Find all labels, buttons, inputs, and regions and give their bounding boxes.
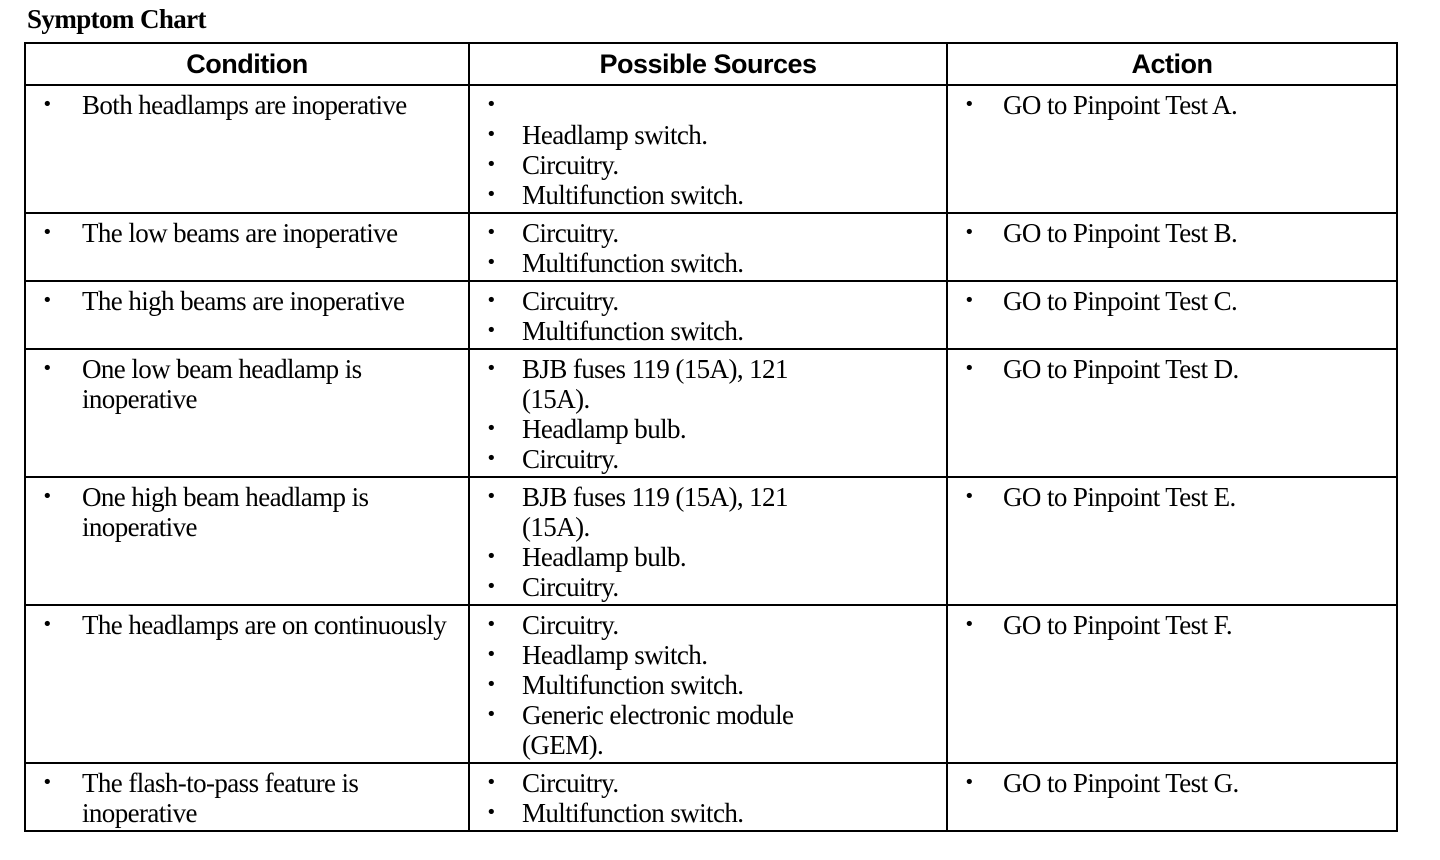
list-item [948, 482, 1396, 512]
possible-sources-cell-text: Multifunction switch. [522, 180, 744, 210]
bullet-icon: • [964, 358, 975, 379]
condition-cell [25, 477, 469, 605]
possible-sources-cell-text: Circuitry. [522, 444, 619, 474]
condition-cell-list [26, 282, 468, 318]
column-header-action: Action [947, 43, 1397, 85]
action-cell-list [948, 282, 1396, 318]
possible-sources-cell [469, 605, 947, 763]
bullet-icon: • [42, 486, 53, 507]
list-item [948, 768, 1396, 798]
list-item [470, 218, 946, 248]
action-cell-list [948, 86, 1396, 122]
bullet-icon: • [486, 704, 497, 725]
possible-sources-cell-list [470, 214, 946, 280]
bullet-icon: • [486, 546, 497, 567]
table-row [25, 763, 1397, 831]
list-item [470, 482, 946, 542]
possible-sources-cell-text: Headlamp bulb. [522, 542, 687, 572]
bullet-icon: • [486, 222, 497, 243]
possible-sources-cell-text: BJB fuses 119 (15A), 121 (15A). [522, 482, 788, 542]
condition-cell-text: The flash-to-pass feature is inoperative [82, 768, 359, 828]
action-cell-list [948, 606, 1396, 642]
list-item [470, 572, 946, 602]
possible-sources-cell-text: Generic electronic module (GEM). [522, 700, 794, 760]
list-item [948, 286, 1396, 316]
list-item [470, 670, 946, 700]
action-cell-text: GO to Pinpoint Test E. [1003, 482, 1236, 512]
list-item [470, 542, 946, 572]
action-cell [947, 605, 1397, 763]
list-item [26, 90, 468, 120]
bullet-icon: • [486, 184, 497, 205]
condition-cell-list [26, 86, 468, 122]
action-cell-list [948, 764, 1396, 800]
list-item [470, 640, 946, 670]
condition-cell [25, 281, 469, 349]
list-item [470, 286, 946, 316]
condition-cell [25, 605, 469, 763]
possible-sources-cell-list [470, 478, 946, 604]
list-item [470, 150, 946, 180]
possible-sources-cell-text: Headlamp bulb. [522, 414, 687, 444]
list-item [948, 90, 1396, 120]
possible-sources-cell-text: Headlamp switch. [522, 120, 708, 150]
bullet-icon: • [486, 576, 497, 597]
list-item [26, 286, 468, 316]
possible-sources-cell-text: Circuitry. [522, 150, 619, 180]
action-cell [947, 477, 1397, 605]
column-header-possible-sources: Possible Sources [469, 43, 947, 85]
bullet-icon: • [486, 358, 497, 379]
table-row [25, 213, 1397, 281]
table-body [25, 85, 1397, 831]
condition-cell [25, 213, 469, 281]
action-cell-text: GO to Pinpoint Test B. [1003, 218, 1238, 248]
possible-sources-cell [469, 763, 947, 831]
possible-sources-cell-text: Headlamp switch. [522, 640, 708, 670]
list-item [470, 444, 946, 474]
action-cell-text: GO to Pinpoint Test D. [1003, 354, 1239, 384]
list-item [470, 354, 946, 414]
table-row [25, 477, 1397, 605]
condition-cell-text: The low beams are inoperative [82, 218, 398, 248]
possible-sources-cell [469, 281, 947, 349]
table-row [25, 349, 1397, 477]
possible-sources-cell-text: Multifunction switch. [522, 316, 744, 346]
possible-sources-cell-list [470, 764, 946, 830]
list-item [470, 610, 946, 640]
possible-sources-cell [469, 477, 947, 605]
list-item [948, 354, 1396, 384]
possible-sources-cell-text: Circuitry. [522, 218, 619, 248]
list-item [470, 180, 946, 210]
bullet-icon: • [486, 418, 497, 439]
list-item [470, 768, 946, 798]
possible-sources-cell-text [470, 90, 946, 120]
table-row [25, 281, 1397, 349]
page-title: Symptom Chart [27, 4, 206, 34]
condition-cell-list [26, 214, 468, 250]
bullet-icon: • [486, 486, 497, 507]
possible-sources-cell-text: Circuitry. [522, 768, 619, 798]
bullet-icon: • [486, 644, 497, 665]
bullet-icon: • [964, 772, 975, 793]
condition-cell-list [26, 764, 468, 830]
bullet-icon: • [486, 154, 497, 175]
list-item [470, 700, 946, 760]
bullet-icon: • [42, 222, 53, 243]
possible-sources-cell [469, 213, 947, 281]
action-cell [947, 213, 1397, 281]
action-cell-text: GO to Pinpoint Test A. [1003, 90, 1238, 120]
table-header-row [25, 43, 1397, 85]
possible-sources-cell-text: BJB fuses 119 (15A), 121 (15A). [522, 354, 788, 414]
list-item [470, 120, 946, 150]
action-cell [947, 85, 1397, 213]
list-item [26, 610, 468, 640]
possible-sources-cell-text: Circuitry. [522, 572, 619, 602]
possible-sources-cell-list [470, 86, 946, 212]
action-cell-text: GO to Pinpoint Test G. [1003, 768, 1239, 798]
bullet-icon: • [964, 290, 975, 311]
condition-cell [25, 85, 469, 213]
condition-cell-text: One low beam headlamp is inoperative [82, 354, 362, 414]
bullet-icon: • [486, 290, 497, 311]
condition-cell [25, 349, 469, 477]
condition-cell-text: The headlamps are on continuously [82, 610, 447, 640]
possible-sources-cell [469, 85, 947, 213]
list-item [26, 218, 468, 248]
bullet-icon: • [964, 486, 975, 507]
condition-cell-text: The high beams are inoperative [82, 286, 405, 316]
condition-cell-text: One high beam headlamp is inoperative [82, 482, 369, 542]
possible-sources-cell-text: Multifunction switch. [522, 798, 744, 828]
action-cell-text: GO to Pinpoint Test F. [1003, 610, 1233, 640]
bullet-icon: • [486, 802, 497, 823]
list-item [948, 218, 1396, 248]
bullet-icon: • [42, 772, 53, 793]
list-item [470, 316, 946, 346]
bullet-icon: • [42, 94, 53, 115]
list-item [470, 248, 946, 278]
condition-cell [25, 763, 469, 831]
bullet-icon: • [486, 124, 497, 145]
action-cell [947, 763, 1397, 831]
possible-sources-cell-list [470, 282, 946, 348]
bullet-icon: • [42, 614, 53, 635]
bullet-icon: • [964, 614, 975, 635]
possible-sources-cell-list [470, 350, 946, 476]
possible-sources-cell-list [470, 606, 946, 762]
bullet-icon: • [42, 290, 53, 311]
bullet-icon: • [486, 614, 497, 635]
list-item [948, 610, 1396, 640]
action-cell-list [948, 478, 1396, 514]
condition-cell-list [26, 350, 468, 416]
list-item [470, 90, 946, 120]
bullet-icon: • [486, 94, 497, 115]
condition-cell-list [26, 606, 468, 642]
bullet-icon: • [42, 358, 53, 379]
action-cell-list [948, 214, 1396, 250]
action-cell [947, 281, 1397, 349]
list-item [470, 414, 946, 444]
table-row [25, 605, 1397, 763]
bullet-icon: • [964, 94, 975, 115]
possible-sources-cell-text: Multifunction switch. [522, 248, 744, 278]
condition-cell-list [26, 478, 468, 544]
bullet-icon: • [486, 320, 497, 341]
action-cell-text: GO to Pinpoint Test C. [1003, 286, 1238, 316]
action-cell [947, 349, 1397, 477]
condition-cell-text: Both headlamps are inoperative [82, 90, 407, 120]
list-item [26, 354, 468, 414]
bullet-icon: • [486, 772, 497, 793]
possible-sources-cell-text: Multifunction switch. [522, 670, 744, 700]
bullet-icon: • [486, 674, 497, 695]
symptom-chart-table [24, 42, 1398, 832]
possible-sources-cell-text: Circuitry. [522, 610, 619, 640]
possible-sources-cell [469, 349, 947, 477]
bullet-icon: • [486, 252, 497, 273]
possible-sources-cell-text: Circuitry. [522, 286, 619, 316]
bullet-icon: • [964, 222, 975, 243]
list-item [26, 482, 468, 542]
action-cell-list [948, 350, 1396, 386]
bullet-icon: • [486, 448, 497, 469]
list-item [26, 768, 468, 828]
list-item [470, 798, 946, 828]
table-row [25, 85, 1397, 213]
column-header-condition: Condition [25, 43, 469, 85]
